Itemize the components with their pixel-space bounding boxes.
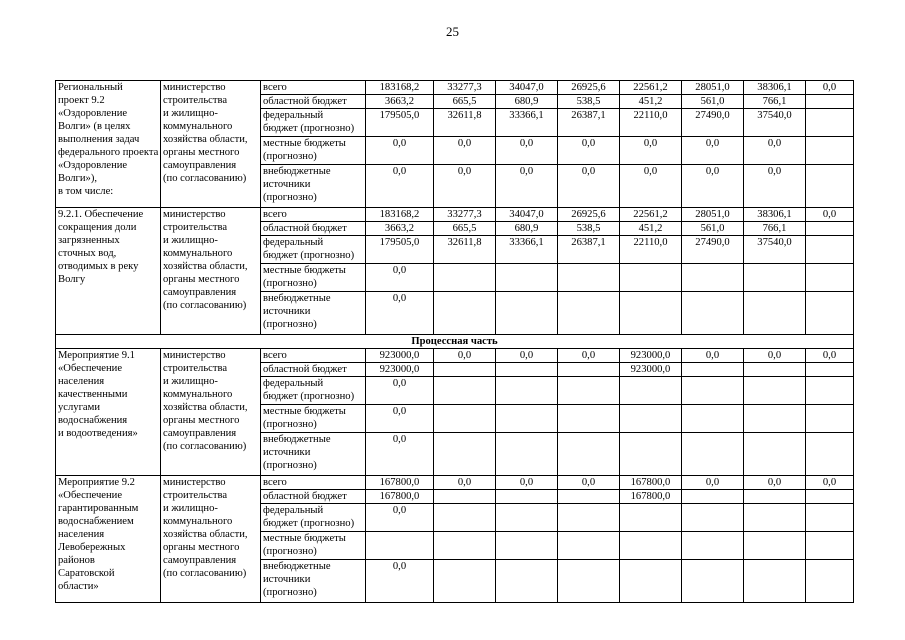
value-cell: 538,5 <box>558 222 620 236</box>
table-row <box>56 349 854 363</box>
value-cell <box>496 560 558 603</box>
value-cell <box>558 405 620 433</box>
value-cell <box>682 504 744 532</box>
value-cell: 0,0 <box>558 349 620 363</box>
item-name-cell <box>56 81 161 208</box>
table-row <box>56 81 854 95</box>
cell-line: бюджет (прогнозно) <box>263 518 355 529</box>
cell-line: «Оздоровление <box>58 108 128 119</box>
value-cell: 167800,0 <box>366 476 434 490</box>
cell-line: самоуправления <box>163 160 237 171</box>
cell-line: федеральный <box>263 237 324 248</box>
cell-line: районов <box>58 555 95 566</box>
value-cell: 32611,8 <box>434 236 496 264</box>
value-cell: 26925,6 <box>558 81 620 95</box>
cell-line: федеральный <box>263 505 324 516</box>
cell-line: сокращения доли <box>58 222 137 233</box>
value-cell <box>558 532 620 560</box>
value-cell: 179505,0 <box>366 236 434 264</box>
value-cell <box>682 490 744 504</box>
value-cell <box>558 292 620 335</box>
value-cell: 33277,3 <box>434 81 496 95</box>
value-cell <box>744 560 806 603</box>
cell-line: (прогнозно) <box>263 419 317 430</box>
value-cell: 0,0 <box>366 377 434 405</box>
item-name-cell <box>56 349 161 476</box>
cell-line: областной бюджет <box>263 96 347 107</box>
cell-line: Волги» (в целях <box>58 121 131 132</box>
table-row <box>56 208 854 222</box>
value-cell: 0,0 <box>806 81 854 95</box>
cell-line: внебюджетные <box>263 293 331 304</box>
value-cell: 22561,2 <box>620 81 682 95</box>
value-cell <box>806 165 854 208</box>
cell-line: бюджет (прогнозно) <box>263 123 355 134</box>
funding-source-cell <box>261 349 366 363</box>
cell-line: «Обеспечение <box>58 363 123 374</box>
value-cell: 26925,6 <box>558 208 620 222</box>
cell-line: источники <box>263 179 311 190</box>
cell-line: всего <box>263 209 287 220</box>
value-cell <box>434 490 496 504</box>
value-cell: 167800,0 <box>620 490 682 504</box>
cell-line: строительства <box>163 363 228 374</box>
cell-line: коммунального <box>163 248 233 259</box>
value-cell: 0,0 <box>496 137 558 165</box>
value-cell: 34047,0 <box>496 208 558 222</box>
value-cell <box>744 532 806 560</box>
cell-line: федеральный <box>263 110 324 121</box>
value-cell <box>558 560 620 603</box>
value-cell <box>806 433 854 476</box>
value-cell <box>620 433 682 476</box>
value-cell <box>620 504 682 532</box>
value-cell <box>620 560 682 603</box>
cell-line: всего <box>263 82 287 93</box>
cell-line: Волгу <box>58 274 86 285</box>
value-cell <box>806 560 854 603</box>
value-cell: 26387,1 <box>558 109 620 137</box>
cell-line: местные бюджеты <box>263 406 346 417</box>
value-cell: 0,0 <box>682 137 744 165</box>
cell-line: внебюджетные <box>263 166 331 177</box>
executor-cell <box>161 349 261 476</box>
value-cell: 0,0 <box>558 476 620 490</box>
value-cell <box>434 532 496 560</box>
cell-line: хозяйства области, <box>163 261 248 272</box>
funding-source-cell <box>261 81 366 95</box>
value-cell <box>806 109 854 137</box>
value-cell: 665,5 <box>434 222 496 236</box>
value-cell: 0,0 <box>682 349 744 363</box>
cell-line: (прогнозно) <box>263 587 317 598</box>
cell-line: самоуправления <box>163 555 237 566</box>
value-cell: 0,0 <box>434 165 496 208</box>
cell-line: выполнения задач <box>58 134 140 145</box>
value-cell: 32611,8 <box>434 109 496 137</box>
item-name-cell <box>56 208 161 335</box>
cell-line: всего <box>263 350 287 361</box>
cell-line: (прогнозно) <box>263 192 317 203</box>
value-cell <box>366 532 434 560</box>
funding-source-cell <box>261 433 366 476</box>
cell-line: областной бюджет <box>263 364 347 375</box>
value-cell <box>620 292 682 335</box>
value-cell: 665,5 <box>434 95 496 109</box>
value-cell: 0,0 <box>496 349 558 363</box>
cell-line: строительства <box>163 490 228 501</box>
cell-line: в том числе: <box>58 186 114 197</box>
funding-source-cell <box>261 504 366 532</box>
value-cell: 923000,0 <box>620 349 682 363</box>
value-cell: 0,0 <box>682 165 744 208</box>
value-cell: 0,0 <box>496 476 558 490</box>
value-cell: 0,0 <box>806 349 854 363</box>
value-cell: 0,0 <box>744 137 806 165</box>
budget-table <box>55 80 854 603</box>
value-cell <box>806 137 854 165</box>
value-cell: 22110,0 <box>620 109 682 137</box>
cell-line: и жилищно- <box>163 235 218 246</box>
cell-line: услугами <box>58 402 101 413</box>
value-cell: 561,0 <box>682 222 744 236</box>
cell-line: населения <box>58 376 105 387</box>
value-cell <box>558 363 620 377</box>
value-cell: 766,1 <box>744 222 806 236</box>
cell-line: 9.2.1. Обеспечение <box>58 209 144 220</box>
value-cell <box>620 264 682 292</box>
cell-line: населения <box>58 529 105 540</box>
cell-line: органы местного <box>163 415 240 426</box>
funding-source-cell <box>261 377 366 405</box>
table-row <box>56 476 854 490</box>
cell-line: федерального проекта <box>58 147 159 158</box>
value-cell <box>496 292 558 335</box>
cell-line: местные бюджеты <box>263 265 346 276</box>
value-cell <box>496 532 558 560</box>
value-cell: 37540,0 <box>744 236 806 264</box>
value-cell: 0,0 <box>620 165 682 208</box>
value-cell: 179505,0 <box>366 109 434 137</box>
cell-line: сточных вод, <box>58 248 117 259</box>
value-cell <box>806 292 854 335</box>
value-cell <box>434 560 496 603</box>
value-cell <box>744 377 806 405</box>
cell-line: всего <box>263 477 287 488</box>
value-cell <box>744 405 806 433</box>
value-cell <box>806 264 854 292</box>
value-cell: 27490,0 <box>682 236 744 264</box>
funding-source-cell <box>261 490 366 504</box>
cell-line: строительства <box>163 95 228 106</box>
cell-line: Региональный <box>58 82 123 93</box>
cell-line: (по согласованию) <box>163 300 247 311</box>
cell-line: федеральный <box>263 378 324 389</box>
value-cell: 0,0 <box>558 165 620 208</box>
cell-line: органы местного <box>163 542 240 553</box>
cell-line: бюджет (прогнозно) <box>263 250 355 261</box>
cell-line: местные бюджеты <box>263 533 346 544</box>
value-cell <box>682 405 744 433</box>
cell-line: областной бюджет <box>263 223 347 234</box>
value-cell <box>806 222 854 236</box>
value-cell: 37540,0 <box>744 109 806 137</box>
cell-line: строительства <box>163 222 228 233</box>
value-cell: 28051,0 <box>682 81 744 95</box>
cell-line: и жилищно- <box>163 503 218 514</box>
cell-line: водоснабжения <box>58 415 128 426</box>
value-cell <box>744 433 806 476</box>
value-cell <box>744 363 806 377</box>
value-cell: 33366,1 <box>496 109 558 137</box>
value-cell: 0,0 <box>434 476 496 490</box>
cell-line: Мероприятие 9.1 <box>58 350 135 361</box>
cell-line: министерство <box>163 209 226 220</box>
value-cell: 0,0 <box>366 137 434 165</box>
value-cell <box>744 292 806 335</box>
value-cell: 0,0 <box>806 208 854 222</box>
value-cell <box>620 532 682 560</box>
value-cell: 27490,0 <box>682 109 744 137</box>
value-cell: 34047,0 <box>496 81 558 95</box>
funding-source-cell <box>261 109 366 137</box>
value-cell: 0,0 <box>620 137 682 165</box>
cell-line: области» <box>58 581 99 592</box>
funding-source-cell <box>261 476 366 490</box>
value-cell: 28051,0 <box>682 208 744 222</box>
value-cell <box>682 532 744 560</box>
value-cell <box>682 377 744 405</box>
value-cell: 0,0 <box>434 137 496 165</box>
cell-line: хозяйства области, <box>163 134 248 145</box>
cell-line: и жилищно- <box>163 108 218 119</box>
value-cell <box>806 532 854 560</box>
value-cell <box>558 264 620 292</box>
value-cell: 167800,0 <box>366 490 434 504</box>
cell-line: самоуправления <box>163 287 237 298</box>
value-cell: 0,0 <box>806 476 854 490</box>
value-cell <box>496 264 558 292</box>
value-cell: 0,0 <box>366 560 434 603</box>
value-cell <box>434 292 496 335</box>
cell-line: хозяйства области, <box>163 529 248 540</box>
cell-line: (прогнозно) <box>263 546 317 557</box>
funding-source-cell <box>261 292 366 335</box>
cell-line: источники <box>263 574 311 585</box>
value-cell: 183168,2 <box>366 208 434 222</box>
cell-line: Волги»), <box>58 173 97 184</box>
value-cell: 22561,2 <box>620 208 682 222</box>
cell-line: органы местного <box>163 147 240 158</box>
value-cell: 33366,1 <box>496 236 558 264</box>
value-cell: 38306,1 <box>744 81 806 95</box>
value-cell: 0,0 <box>744 165 806 208</box>
section-row <box>56 335 854 349</box>
cell-line: коммунального <box>163 389 233 400</box>
cell-line: местные бюджеты <box>263 138 346 149</box>
cell-line: внебюджетные <box>263 561 331 572</box>
executor-cell <box>161 208 261 335</box>
value-cell: 26387,1 <box>558 236 620 264</box>
value-cell: 3663,2 <box>366 222 434 236</box>
value-cell: 183168,2 <box>366 81 434 95</box>
cell-line: самоуправления <box>163 428 237 439</box>
value-cell <box>806 405 854 433</box>
cell-line: областной бюджет <box>263 491 347 502</box>
value-cell <box>496 490 558 504</box>
value-cell: 22110,0 <box>620 236 682 264</box>
value-cell: 923000,0 <box>366 349 434 363</box>
cell-line: (прогнозно) <box>263 151 317 162</box>
value-cell <box>744 264 806 292</box>
value-cell: 0,0 <box>366 405 434 433</box>
value-cell: 766,1 <box>744 95 806 109</box>
value-cell <box>620 377 682 405</box>
cell-line: внебюджетные <box>263 434 331 445</box>
value-cell <box>806 490 854 504</box>
cell-line: министерство <box>163 82 226 93</box>
value-cell: 0,0 <box>744 476 806 490</box>
funding-source-cell <box>261 264 366 292</box>
page-number: 25 <box>446 24 459 39</box>
cell-line: (по согласованию) <box>163 441 247 452</box>
value-cell <box>682 264 744 292</box>
value-cell <box>434 264 496 292</box>
value-cell: 923000,0 <box>620 363 682 377</box>
cell-line: коммунального <box>163 516 233 527</box>
value-cell: 0,0 <box>366 433 434 476</box>
value-cell <box>434 433 496 476</box>
cell-line: источники <box>263 306 311 317</box>
value-cell <box>496 405 558 433</box>
value-cell: 0,0 <box>558 137 620 165</box>
value-cell <box>496 433 558 476</box>
value-cell: 38306,1 <box>744 208 806 222</box>
cell-line: министерство <box>163 350 226 361</box>
funding-source-cell <box>261 236 366 264</box>
value-cell <box>434 504 496 532</box>
cell-line: бюджет (прогнозно) <box>263 391 355 402</box>
cell-line: (по согласованию) <box>163 173 247 184</box>
cell-line: Левобережных <box>58 542 126 553</box>
executor-cell <box>161 81 261 208</box>
cell-line: органы местного <box>163 274 240 285</box>
cell-line: министерство <box>163 477 226 488</box>
value-cell <box>682 292 744 335</box>
funding-source-cell <box>261 560 366 603</box>
value-cell: 451,2 <box>620 95 682 109</box>
value-cell: 3663,2 <box>366 95 434 109</box>
value-cell: 923000,0 <box>366 363 434 377</box>
cell-line: (по согласованию) <box>163 568 247 579</box>
value-cell <box>806 363 854 377</box>
cell-line: источники <box>263 447 311 458</box>
value-cell <box>682 560 744 603</box>
value-cell <box>806 377 854 405</box>
cell-line: (прогнозно) <box>263 460 317 471</box>
value-cell: 33277,3 <box>434 208 496 222</box>
cell-line: проект 9.2 <box>58 95 105 106</box>
value-cell <box>744 504 806 532</box>
value-cell <box>496 504 558 532</box>
value-cell: 0,0 <box>366 292 434 335</box>
funding-source-cell <box>261 222 366 236</box>
value-cell <box>806 95 854 109</box>
value-cell <box>744 490 806 504</box>
cell-line: Саратовской <box>58 568 115 579</box>
funding-source-cell <box>261 95 366 109</box>
value-cell: 0,0 <box>682 476 744 490</box>
value-cell <box>558 504 620 532</box>
value-cell <box>806 504 854 532</box>
value-cell <box>620 405 682 433</box>
value-cell <box>434 405 496 433</box>
value-cell: 451,2 <box>620 222 682 236</box>
value-cell: 538,5 <box>558 95 620 109</box>
value-cell: 680,9 <box>496 222 558 236</box>
executor-cell <box>161 476 261 603</box>
cell-line: и жилищно- <box>163 376 218 387</box>
cell-line: хозяйства области, <box>163 402 248 413</box>
value-cell <box>434 363 496 377</box>
value-cell: 0,0 <box>366 264 434 292</box>
cell-line: и водоотведения» <box>58 428 138 439</box>
value-cell: 680,9 <box>496 95 558 109</box>
item-name-cell <box>56 476 161 603</box>
cell-line: водоснабжением <box>58 516 134 527</box>
cell-line: Мероприятие 9.2 <box>58 477 135 488</box>
funding-source-cell <box>261 208 366 222</box>
funding-source-cell <box>261 532 366 560</box>
value-cell <box>558 377 620 405</box>
section-title: Процессная часть <box>56 335 854 349</box>
value-cell: 0,0 <box>366 504 434 532</box>
cell-line: «Обеспечение <box>58 490 123 501</box>
value-cell <box>558 433 620 476</box>
value-cell <box>806 236 854 264</box>
funding-source-cell <box>261 165 366 208</box>
value-cell: 0,0 <box>434 349 496 363</box>
value-cell: 0,0 <box>496 165 558 208</box>
cell-line: гарантированным <box>58 503 139 514</box>
funding-source-cell <box>261 363 366 377</box>
cell-line: (прогнозно) <box>263 319 317 330</box>
value-cell: 0,0 <box>366 165 434 208</box>
cell-line: коммунального <box>163 121 233 132</box>
value-cell <box>682 363 744 377</box>
value-cell: 167800,0 <box>620 476 682 490</box>
cell-line: загрязненных <box>58 235 120 246</box>
value-cell: 0,0 <box>744 349 806 363</box>
cell-line: (прогнозно) <box>263 278 317 289</box>
cell-line: «Оздоровление <box>58 160 128 171</box>
cell-line: качественными <box>58 389 128 400</box>
value-cell <box>682 433 744 476</box>
funding-source-cell <box>261 405 366 433</box>
value-cell <box>558 490 620 504</box>
value-cell: 561,0 <box>682 95 744 109</box>
funding-source-cell <box>261 137 366 165</box>
value-cell <box>496 377 558 405</box>
cell-line: отводимых в реку <box>58 261 139 272</box>
value-cell <box>496 363 558 377</box>
value-cell <box>434 377 496 405</box>
